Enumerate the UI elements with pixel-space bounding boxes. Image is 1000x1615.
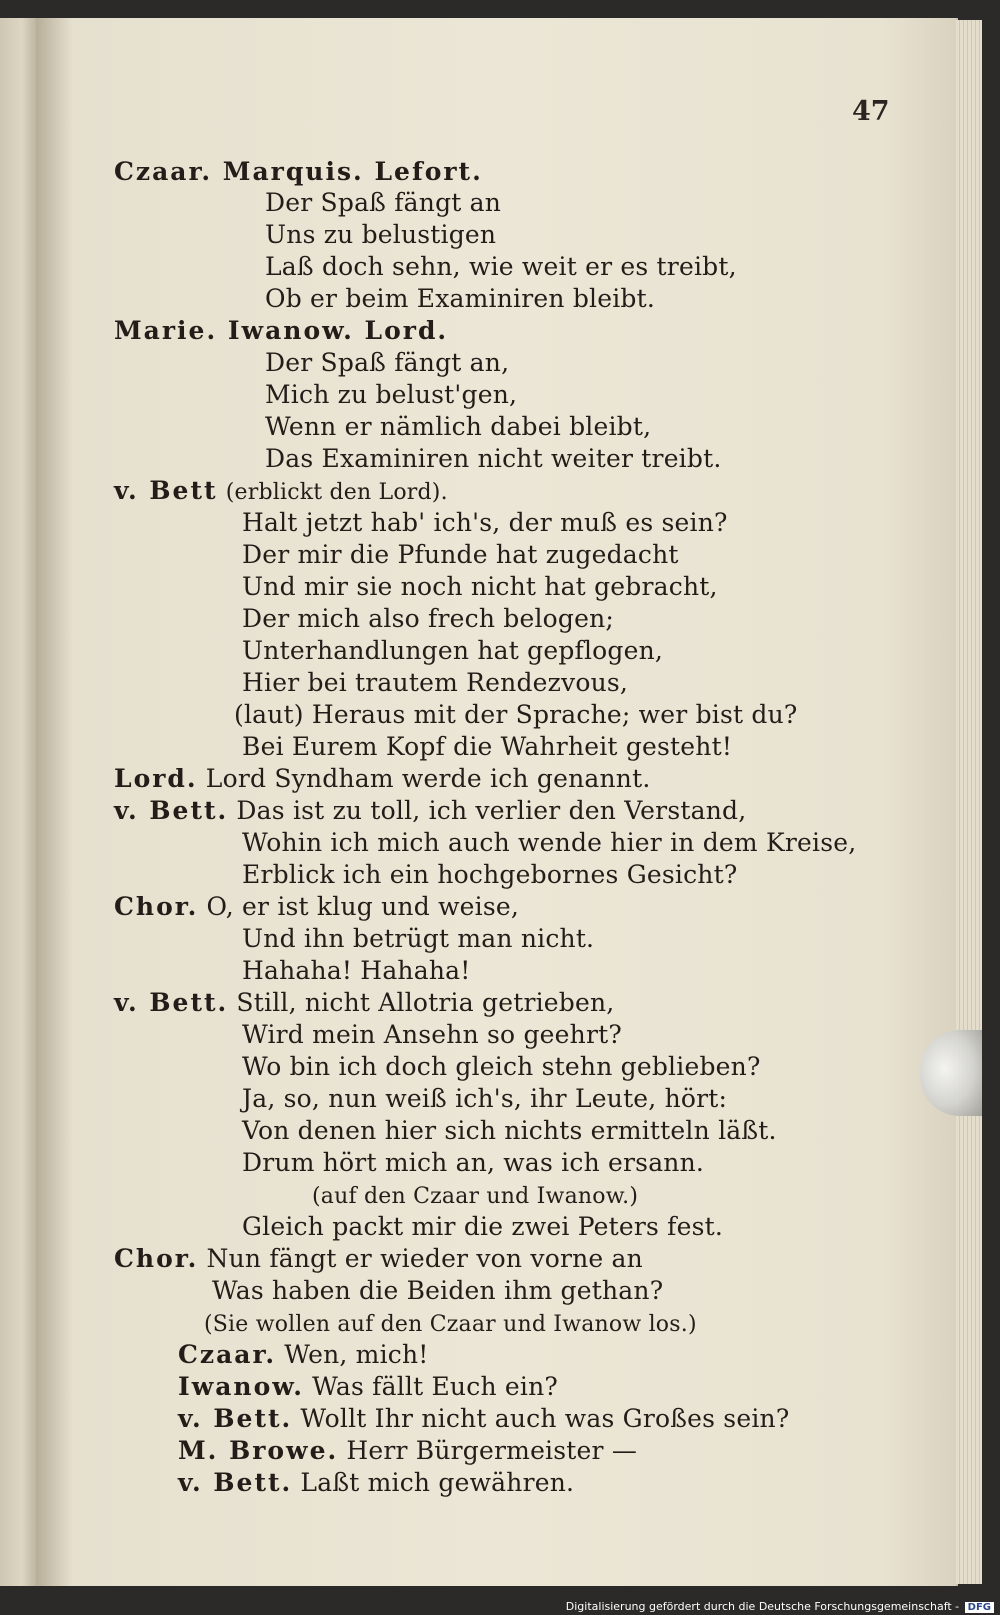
text-line <box>242 540 679 570</box>
verse-line: Und ihn betrügt man nicht. <box>242 924 595 953</box>
verse-line: (Sie wollen auf den Czaar und Iwanow los.) <box>204 1312 697 1337</box>
text-line <box>178 1468 574 1498</box>
text-line <box>265 348 509 378</box>
page-stack-edge <box>956 20 982 1584</box>
verse-line: Der mich also frech belogen; <box>242 604 615 633</box>
text-line <box>242 860 737 890</box>
verse-line: Mich zu belust'gen, <box>265 380 518 409</box>
speaker-name: M. Browe. <box>178 1436 339 1465</box>
text-line <box>242 668 628 698</box>
text-line <box>242 1212 723 1242</box>
spoken-line: Das ist zu toll, ich verlier den Verstand, <box>236 796 747 825</box>
text-line <box>178 1372 558 1402</box>
left-page-edge <box>0 18 36 1586</box>
text-line <box>212 1276 663 1306</box>
dfg-logo: DFG <box>965 1602 994 1613</box>
text-line <box>114 1244 643 1274</box>
verse-line: Bei Eurem Kopf die Wahrheit gesteht! <box>242 732 733 761</box>
verse-line: Uns zu belustigen <box>265 220 497 249</box>
spoken-line: Laßt mich gewähren. <box>300 1468 575 1497</box>
verse-line: Laß doch sehn, wie weit er es treibt, <box>265 252 737 281</box>
text-line <box>242 1020 622 1050</box>
text-line <box>265 444 721 474</box>
text-line <box>178 1404 789 1434</box>
text-line <box>265 284 655 314</box>
text-line <box>242 828 856 858</box>
spoken-line: Nun fängt er wieder von vorne an <box>206 1244 643 1273</box>
verse-line: Unterhandlungen hat gepflogen, <box>242 636 664 665</box>
verse-line: Wenn er nämlich dabei bleibt, <box>265 412 652 441</box>
text-line <box>242 572 718 602</box>
verse-line: Hahaha! Hahaha! <box>242 956 471 985</box>
text-line <box>242 924 594 954</box>
verse-line: Erblick ich ein hochgebornes Gesicht? <box>242 860 738 889</box>
text-line <box>242 1148 704 1178</box>
text-line <box>242 1084 727 1114</box>
text-line <box>242 956 470 986</box>
text-line <box>265 412 651 442</box>
text-line <box>178 1436 637 1466</box>
verse-line: Wird mein Ansehn so geehrt? <box>242 1020 622 1049</box>
verse-line: Hier bei trautem Rendezvous, <box>242 668 629 697</box>
speaker-name: Marie. Iwanow. Lord. <box>114 316 449 345</box>
verse-line: Wohin ich mich auch wende hier in dem Kreise, <box>242 828 857 857</box>
verse-line: Ob er beim Examiniren bleibt. <box>265 284 656 313</box>
page-number: 47 <box>852 96 890 127</box>
verse-line: (laut) Heraus mit der Sprache; wer bist du? <box>234 700 798 729</box>
text-line <box>265 220 496 250</box>
text-line <box>242 508 728 538</box>
verse-line: Halt jetzt hab' ich's, der muß es sein? <box>242 508 728 537</box>
speaker-name: Chor. <box>114 892 199 921</box>
spoken-line: (erblickt den Lord). <box>225 480 448 505</box>
text-line <box>242 1052 761 1082</box>
text-line <box>114 476 448 508</box>
text-line <box>242 732 732 762</box>
verse-line: (auf den Czaar und Iwanow.) <box>312 1184 639 1209</box>
text-line <box>204 1308 697 1340</box>
spoken-line: Was fällt Euch ein? <box>312 1372 558 1401</box>
verse-line: Der Spaß fängt an, <box>265 348 510 377</box>
verse-line: Das Examiniren nicht weiter treibt. <box>265 444 722 473</box>
speaker-name: v. Bett. <box>178 1404 293 1433</box>
speaker-name: v. Bett. <box>178 1468 293 1497</box>
speaker-name: v. Bett. <box>114 796 229 825</box>
text-line <box>114 157 483 187</box>
verse-line: Der mir die Pfunde hat zugedacht <box>242 540 679 569</box>
verse-line: Ja, so, nun weiß ich's, ihr Leute, hört: <box>242 1084 728 1113</box>
spoken-line: O, er ist klug und weise, <box>206 892 520 921</box>
speaker-name: Czaar. <box>178 1340 277 1369</box>
text-line <box>114 764 650 794</box>
speaker-name: Iwanow. <box>178 1372 304 1401</box>
spoken-line: Lord Syndham werde ich genannt. <box>205 764 651 793</box>
text-line <box>114 796 746 826</box>
verse-line: Gleich packt mir die zwei Peters fest. <box>242 1212 724 1241</box>
verse-line: Der Spaß fängt an <box>265 188 502 217</box>
speaker-name: Czaar. Marquis. Lefort. <box>114 157 483 186</box>
text-line <box>242 1116 777 1146</box>
text-line <box>242 604 614 634</box>
spoken-line: Wollt Ihr nicht auch was Großes sein? <box>300 1404 790 1433</box>
spoken-line: Still, nicht Allotria getrieben, <box>236 988 615 1017</box>
text-line <box>114 988 614 1018</box>
text-line <box>242 636 663 666</box>
verse-line: Was haben die Beiden ihm gethan? <box>212 1276 664 1305</box>
verse-line: Wo bin ich doch gleich stehn geblieben? <box>242 1052 761 1081</box>
speaker-name: v. Bett. <box>114 988 229 1017</box>
speaker-name: v. Bett <box>114 476 218 505</box>
funding-footer <box>566 1600 994 1613</box>
text-line <box>234 700 798 730</box>
speaker-name: Chor. <box>114 1244 199 1273</box>
verse-line: Drum hört mich an, was ich ersann. <box>242 1148 705 1177</box>
text-line <box>114 316 448 346</box>
text-line <box>114 892 519 922</box>
spoken-line: Herr Bürgermeister — <box>346 1436 638 1465</box>
text-line <box>312 1180 638 1212</box>
verse-line: Und mir sie noch nicht hat gebracht, <box>242 572 718 601</box>
text-line <box>265 188 501 218</box>
speaker-name: Lord. <box>114 764 198 793</box>
text-line <box>265 380 517 410</box>
text-line <box>265 252 737 282</box>
text-line <box>178 1340 429 1370</box>
footer-text: Digitalisierung gefördert durch die Deutsche Forschungsgemeinschaft - <box>565 1600 960 1613</box>
verse-line: Von denen hier sich nichts ermitteln läßt. <box>242 1116 777 1145</box>
spoken-line: Wen, mich! <box>284 1340 429 1369</box>
